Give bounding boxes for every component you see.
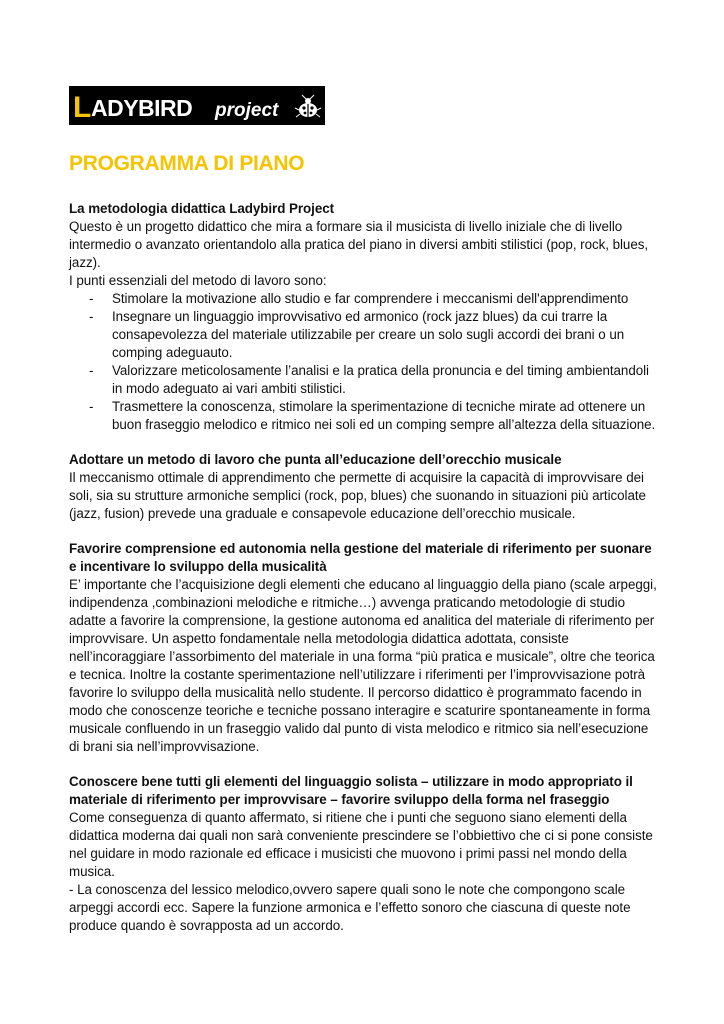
- paragraph: E’ importante che l’acquisizione degli elementi che educano al linguaggio della piano (scale arpeggi, indipendenza ,combinazioni melodiche e ritmiche…) avvenga praticando metodologie di studio adatte a favorire la comprensione, la gestione autonoma ed analitica del materiale di riferimento per improvvisare. Un aspetto fondamentale nella metodologia didattica adottata, consiste nell’incoraggiare l’assorbimento del materiale in una forma “più pratica e musicale”, oltre che teorica e tecnica. Inoltre la costante sperimentazione nell’utilizzare i riferimenti per l’improvvisazione potrà favorire lo sviluppo della musicalità nello studente. Il percorso didattico è programmato facendo in modo che conoscenze teoriche e tecniche possano interagire e scaturire spontaneamente in forma musicale confluendo in un fraseggio valido dal punto di vista melodico e ritmico sia nell’esecuzione di brani sia nell’improvvisazione.: [69, 577, 657, 754]
- section-heading-methodology: La metodologia didattica Ladybird Project: [69, 201, 335, 216]
- paragraph: Questo è un progetto didattico che mira a formare sia il musicista di livello iniziale che di livello intermedio o avanzato orientandolo alla pratica del piano in diversi ambiti stilistici (pop, rock, blues, jazz).: [69, 219, 649, 270]
- list-item-text: Stimolare la motivazione allo studio e far comprendere i meccanismi dell'apprendimento: [112, 291, 629, 306]
- dash-bullet: -: [89, 309, 94, 324]
- logo-word-adybird: ADYBIRD: [91, 95, 193, 121]
- section-heading-ear-training: Adottare un metodo di lavoro che punta all’educazione dell’orecchio musicale: [69, 452, 562, 467]
- ladybird-project-logo: [69, 86, 325, 125]
- list-item: [69, 308, 661, 362]
- section-heading-solo-language: Conoscere bene tutti gli elementi del linguaggio solista – utilizzare in modo appropriato il materiale di riferimento per improvvisare – favorire sviluppo della forma nel fraseggio: [69, 774, 633, 807]
- section-heading-autonomy: Favorire comprensione ed autonomia nella gestione del materiale di riferimento per suonare e incentivare lo sviluppo della musicalità: [69, 541, 652, 574]
- paragraph: Come conseguenza di quanto affermato, si ritiene che i punti che seguono siano elementi della didattica moderna dai quali non sarà conveniente prescindere se l’obbiettivo che ci si pone consiste nel guidare in modo razionale ed efficace i musicisti che muovono i primi passi nel mondo della musica.: [69, 810, 653, 879]
- spacer: [69, 756, 661, 773]
- method-points-list: [69, 290, 661, 434]
- list-item: [69, 398, 661, 434]
- dash-bullet: -: [89, 399, 94, 414]
- list-item-text: Trasmettere la conoscenza, stimolare la sperimentazione di tecniche mirate ad ottenere un buon fraseggio melodico e ritmico nei soli ed un comping sempre all’altezza della situazione.: [112, 399, 656, 432]
- list-item-text: Valorizzare meticolosamente l’analisi e la pratica della pronuncia e del timing ambientandoli in modo adeguato ai vari ambiti stilistici.: [112, 363, 649, 396]
- document-body: [69, 200, 661, 935]
- paragraph: - La conoscenza del lessico melodico,ovvero sapere quali sono le note che compongono scale arpeggi accordi ecc. Sapere la funzione armonica e l’effetto sonoro che ciascuna di queste note produce quando è sovrapposta ad un accordo.: [69, 882, 631, 933]
- paragraph: Il meccanismo ottimale di apprendimento che permette di acquisire la capacità di improvvisare dei soli, sia su strutture armoniche semplici (rock, pop, blues) che suonando in situazioni più articolate (jazz, fusion) prevede una graduale e consapevole educazione dell’orecchio musicale.: [69, 470, 646, 521]
- logo-word-project: project: [215, 100, 279, 121]
- spacer: [69, 434, 661, 451]
- paragraph: I punti essenziali del metodo di lavoro sono:: [69, 273, 327, 288]
- dash-bullet: -: [89, 291, 94, 306]
- list-item: [69, 290, 661, 308]
- logo-letter-l: L: [73, 91, 92, 124]
- dash-bullet: -: [89, 363, 94, 378]
- list-item-text: Insegnare un linguaggio improvvisativo ed armonico (rock jazz blues) da cui trarre la consapevolezza del materiale utilizzabile per creare un solo sugli accordi dei brani o un comping adeguauto.: [112, 309, 625, 360]
- page-title: PROGRAMMA DI PIANO: [69, 152, 305, 175]
- list-item: [69, 362, 661, 398]
- spacer: [69, 523, 661, 540]
- logo-graphic: [69, 86, 325, 125]
